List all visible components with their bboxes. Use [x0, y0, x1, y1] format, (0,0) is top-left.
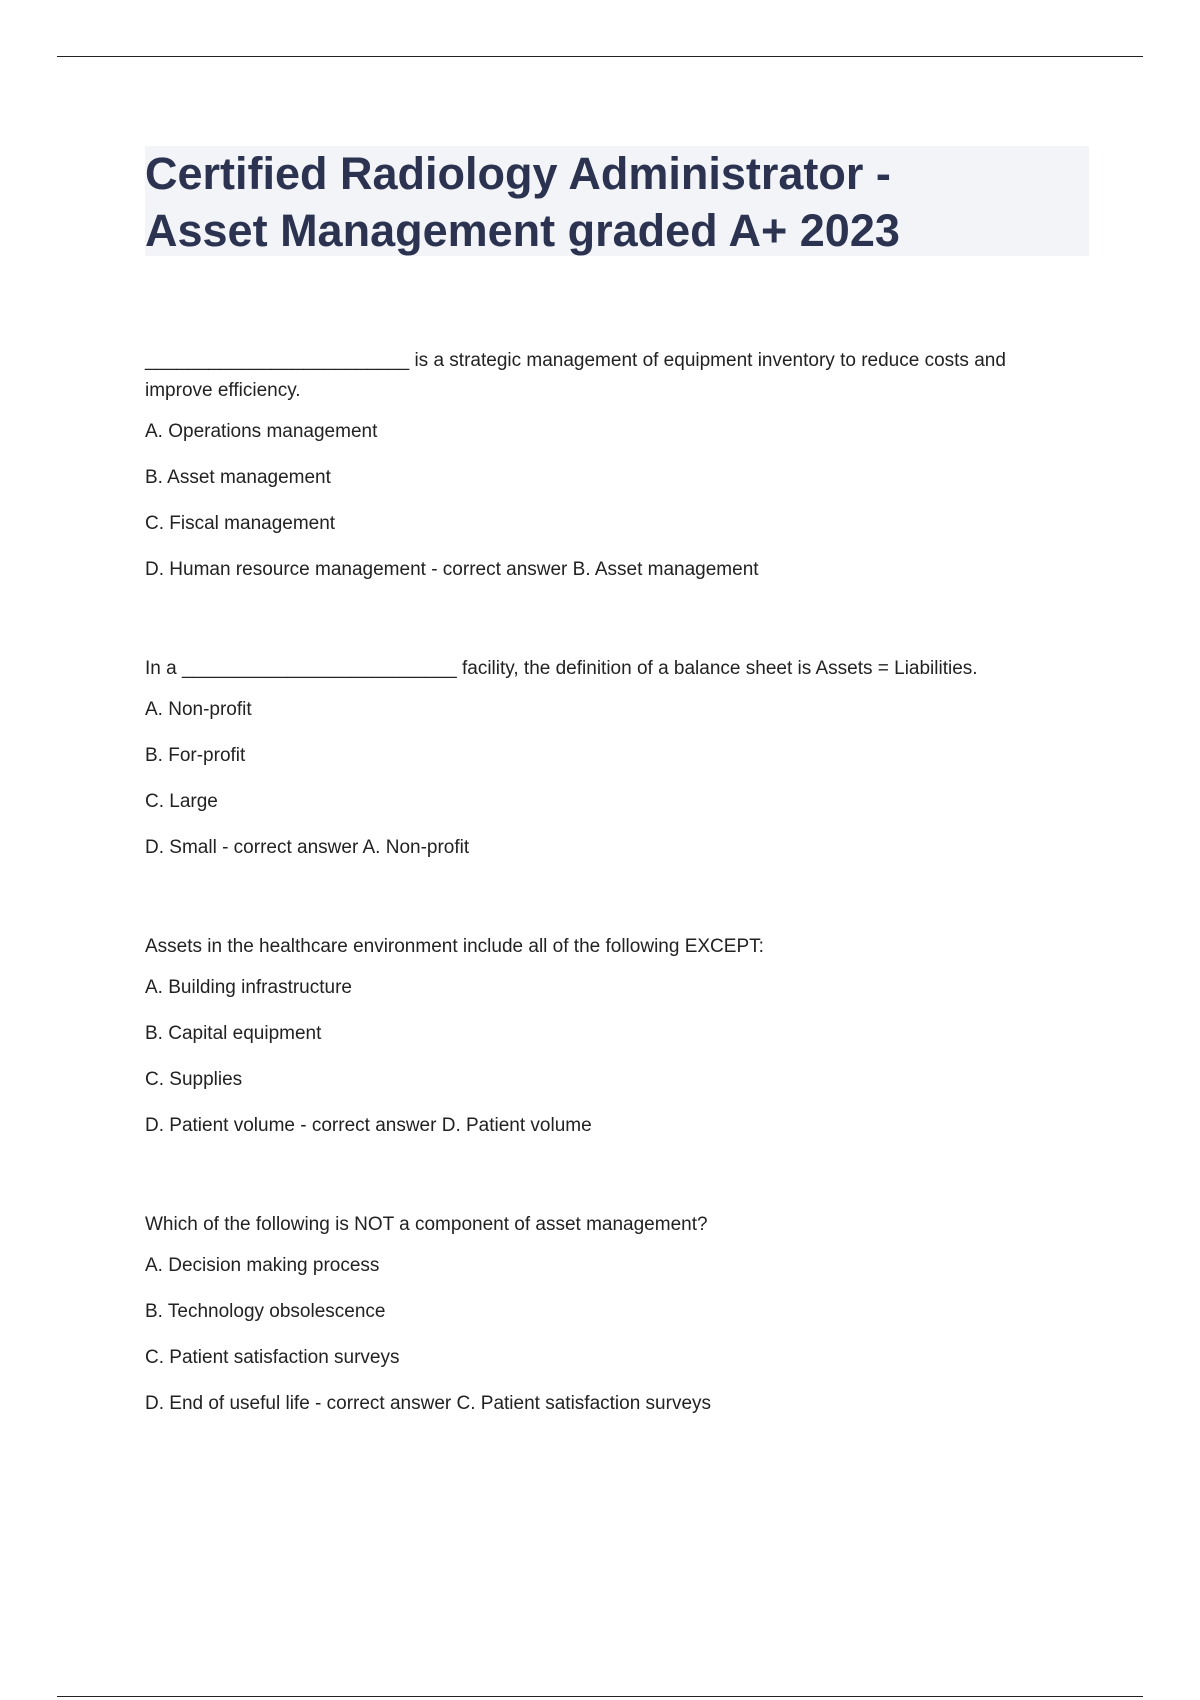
answer-option-b: B. Technology obsolescence — [145, 1301, 386, 1322]
answer-option-a: A. Decision making process — [145, 1255, 380, 1276]
answer-option-c: C. Patient satisfaction surveys — [145, 1347, 400, 1368]
question-3 — [145, 932, 1065, 1138]
question-1 — [145, 346, 1065, 582]
question-stem: In a __________________________ facility, the definition of a balance sheet is Assets = Liabilities. — [145, 658, 978, 679]
answer-option-c: C. Fiscal management — [145, 513, 336, 534]
answer-option-d: D. Human resource management - correct answer B. Asset management — [145, 559, 759, 580]
header-rule — [57, 56, 1143, 57]
title-line-2: Asset Management graded A+ 2023 — [145, 205, 900, 256]
question-stem: Assets in the healthcare environment include all of the following EXCEPT: — [145, 936, 764, 957]
answer-option-c: C. Large — [145, 791, 218, 812]
question-stem: _________________________ is a strategic management of equipment inventory to reduce costs and improve efficiency. — [145, 350, 1006, 401]
question-4 — [145, 1210, 1065, 1416]
answer-option-c: C. Supplies — [145, 1069, 243, 1090]
answer-option-d: D. Patient volume - correct answer D. Patient volume — [145, 1115, 592, 1136]
question-list — [145, 346, 1065, 1488]
answer-option-d: D. Small - correct answer A. Non-profit — [145, 837, 470, 858]
answer-option-a: A. Non-profit — [145, 699, 252, 720]
answer-option-a: A. Building infrastructure — [145, 977, 352, 998]
answer-option-a: A. Operations management — [145, 421, 378, 442]
question-stem: Which of the following is NOT a component of asset management? — [145, 1214, 708, 1235]
answer-option-b: B. Asset management — [145, 467, 331, 488]
title-line-1: Certified Radiology Administrator - — [145, 148, 891, 199]
answer-option-b: B. For-profit — [145, 745, 246, 766]
document-title — [145, 145, 900, 259]
answer-option-d: D. End of useful life - correct answer C. Patient satisfaction surveys — [145, 1393, 712, 1414]
answer-option-b: B. Capital equipment — [145, 1023, 322, 1044]
footer-rule — [57, 1696, 1143, 1697]
question-2 — [145, 654, 1065, 860]
